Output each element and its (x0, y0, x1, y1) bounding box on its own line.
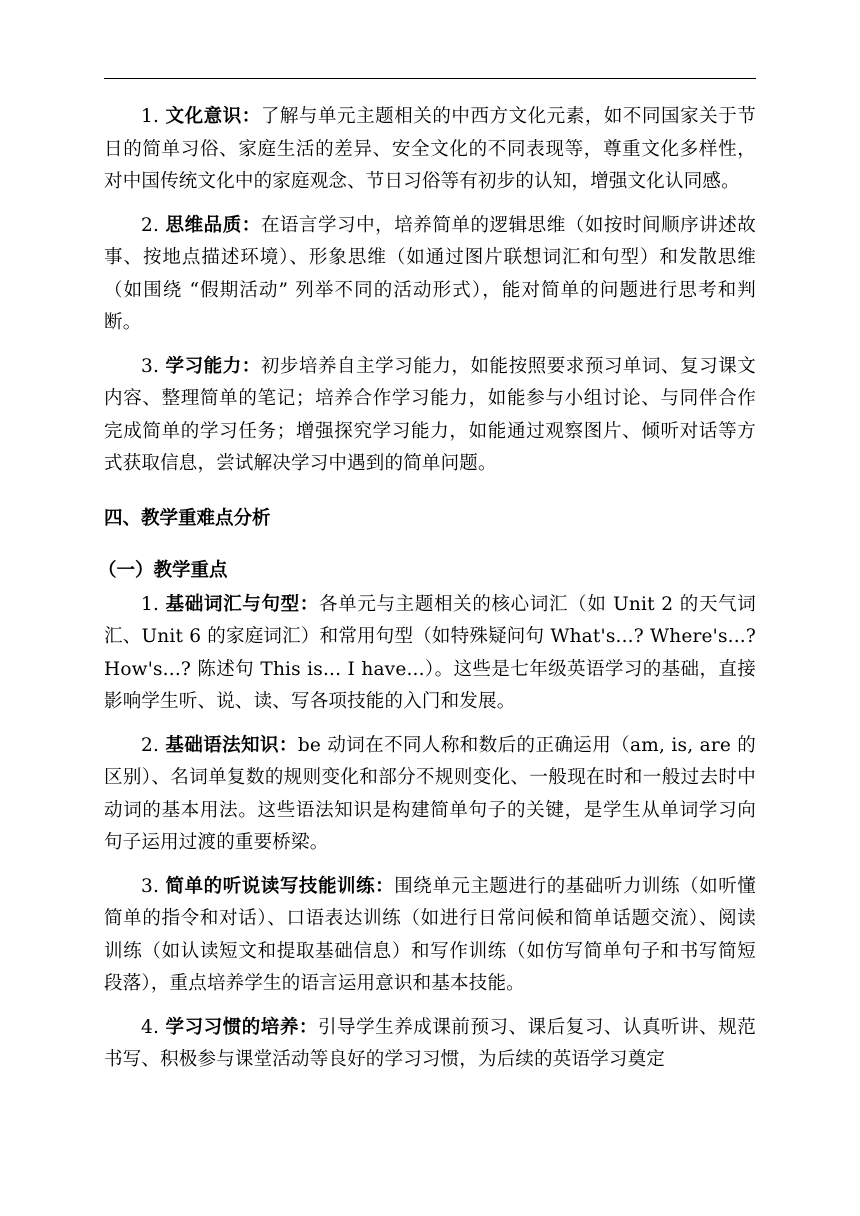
key-point-number: 4. (141, 1016, 160, 1038)
paragraph-culture-awareness (104, 101, 756, 199)
paragraph-learning-ability (104, 351, 756, 481)
key-point-text: 各单元与主题相关的核心词汇（如 Unit 2 的天气词汇、Unit 6 的家庭词汇）和常用句型（如特殊疑问句 What's...? Where's...? How's...? 陈述句 This is... I have...）。这些是七年级英语学习的基础，直接影响学生听、说、读、写各项技能的入门和发展。 (104, 593, 756, 712)
key-point-number: 1. (141, 593, 160, 615)
key-point-term: 基础语法知识： (165, 734, 298, 756)
key-point-text: 围绕单元主题进行的基础听力训练（如听懂简单的指令和对话）、口语表达训练（如进行日常问候和简单话题交流）、阅读训练（如认读短文和提取基础信息）和写作训练（如仿写简单句子和书写简短段落），重点培养学生的语言运用意识和基本技能。 (104, 875, 756, 994)
paragraph-text: 初步培养自主学习能力，如能按照要求预习单词、复习课文内容、整理简单的笔记；培养合作学习能力，如能参与小组讨论、与同伴合作完成简单的学习任务；增强探究学习能力，如能通过观察图片、倾听对话等方式获取信息，尝试解决学习中遇到的简单问题。 (104, 355, 756, 474)
paragraph-term: 文化意识： (165, 106, 261, 127)
key-point-text: 引导学生养成课前预习、课后复习、认真听讲、规范书写、积极参与课堂活动等良好的学习习惯，为后续的英语学习奠定 (104, 1016, 756, 1070)
key-point-term: 简单的听说读写技能训练： (165, 875, 395, 897)
document-body (98, 101, 757, 1088)
key-point-item (104, 730, 756, 860)
key-point-item (104, 871, 756, 1001)
key-point-number: 3. (141, 875, 160, 897)
paragraph-term: 思维品质： (165, 214, 261, 236)
paragraph-term: 学习能力： (165, 355, 261, 377)
key-point-term: 基础词汇与句型： (165, 593, 319, 615)
paragraph-thinking-quality (104, 210, 756, 340)
paragraph-number: 1. (141, 106, 160, 127)
key-point-item (104, 589, 756, 719)
key-point-item (104, 1012, 756, 1077)
key-point-number: 2. (141, 734, 160, 756)
subsection-heading: （一）教学重点 (98, 559, 228, 581)
key-point-term: 学习习惯的培养： (165, 1016, 318, 1038)
key-point-text: be 动词在不同人称和数后的正确运用（am, is, are 的区别）、名词单复数的规则变化和部分不规则变化、一般现在时和一般过去时中动词的基本用法。这些语法知识是构建简单句子的关键，是学生从单词学习向句子运用过渡的重要桥梁。 (104, 734, 757, 853)
section-heading: 四、教学重难点分析 (104, 507, 271, 529)
paragraph-text: 在语言学习中，培养简单的逻辑思维（如按时间顺序讲述故事、按地点描述环境）、形象思维（如通过图片联想词汇和句型）和发散思维（如围绕 “假期活动” 列举不同的活动形式），能对简单的问题进行思考和判断。 (104, 214, 756, 333)
header-rule (104, 78, 756, 79)
paragraph-number: 2. (141, 214, 160, 236)
paragraph-number: 3. (141, 355, 160, 377)
paragraph-text: 了解与单元主题相关的中西方文化元素，如不同国家关于节日的简单习俗、家庭生活的差异、安全文化的不同表现等，尊重文化多样性，对中国传统文化中的家庭观念、节日习俗等有初步的认知，增强文化认同感。 (104, 106, 756, 192)
